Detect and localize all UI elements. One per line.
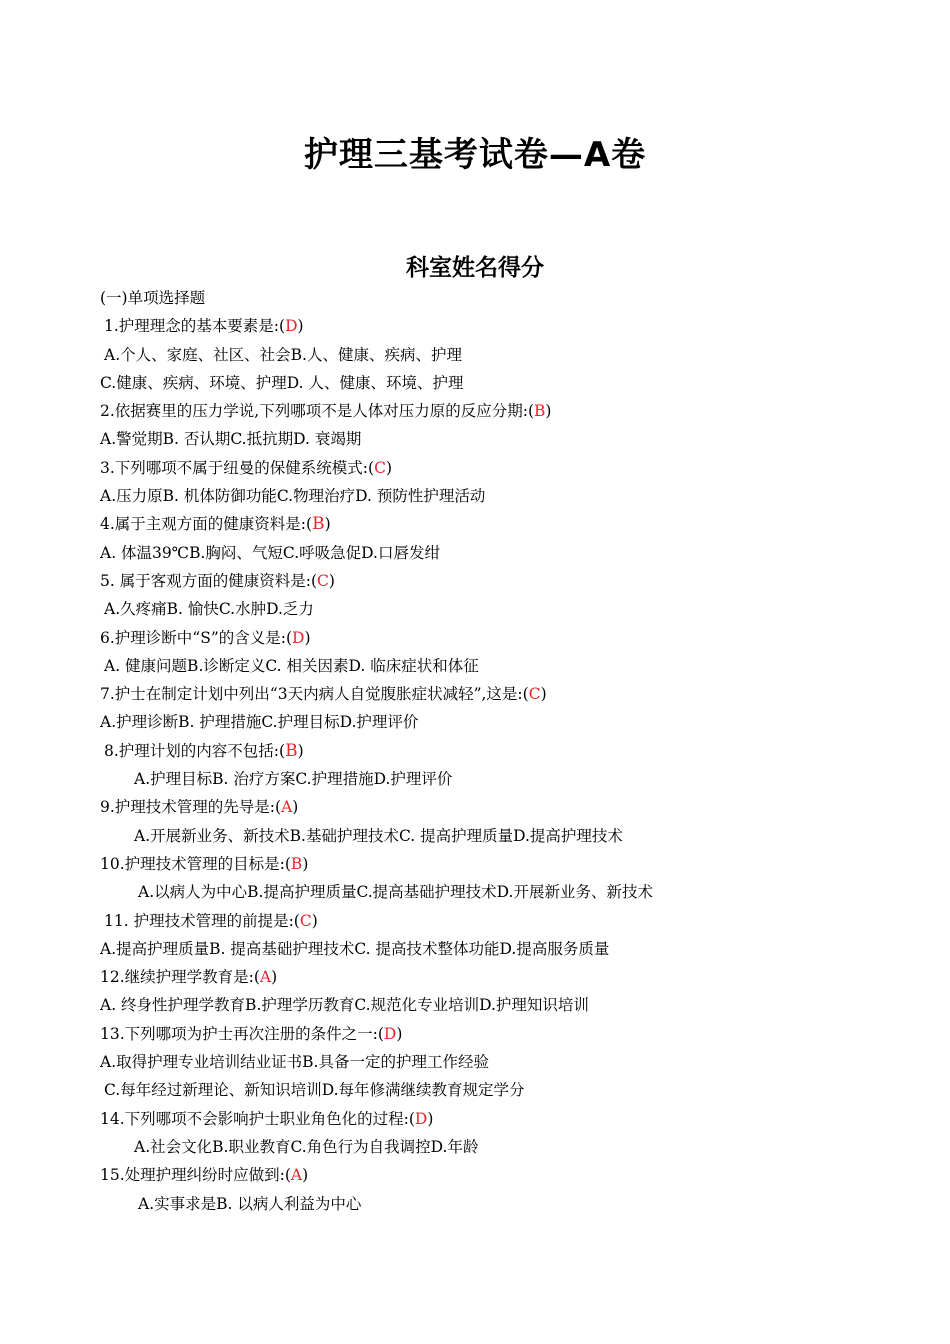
options-9: A.开展新业务、新技术B.基础护理技术C. 提高护理质量D.提高护理技术 bbox=[134, 826, 623, 845]
question-3: 3.下列哪项不属于纽曼的保健系统模式:(C) bbox=[100, 458, 392, 477]
answer-8: B bbox=[285, 740, 298, 761]
question-9: 9.护理技术管理的先导是:(A) bbox=[100, 798, 299, 817]
question-7: 7.护士在制定计划中列出“3天内病人自觉腹胀症状减轻”,这是:(C) bbox=[100, 685, 547, 704]
options-8: A.护理目标B. 治疗方案C.护理措施D.护理评价 bbox=[134, 770, 453, 789]
question-11: 11. 护理技术管理的前提是:(C) bbox=[104, 911, 318, 930]
options-6: A. 健康问题B.诊断定义C. 相关因素D. 临床症状和体征 bbox=[104, 656, 479, 675]
options-3: A.压力原B. 机体防御功能C.物理治疗D. 预防性护理活动 bbox=[100, 487, 486, 506]
options-13b: C.每年经过新理论、新知识培训D.每年修满继续教育规定学分 bbox=[104, 1081, 525, 1100]
options-1a: A.个人、家庭、社区、社会B.人、健康、疾病、护理 bbox=[104, 345, 462, 364]
question-10: 10.护理技术管理的目标是:(B) bbox=[100, 854, 309, 873]
question-12: 12.继续护理学教育是:(A) bbox=[100, 968, 278, 987]
question-6: 6.护理诊断中“S”的含义是:(D) bbox=[100, 628, 311, 647]
question-list bbox=[0, 284, 950, 1218]
answer-1: D bbox=[285, 317, 298, 336]
answer-3: C bbox=[374, 458, 386, 477]
answer-10: B bbox=[290, 854, 303, 873]
question-8: 8.护理计划的内容不包括:(B) bbox=[104, 740, 304, 761]
options-14: A.社会文化B.职业教育C.角色行为自我调控D.年龄 bbox=[134, 1137, 479, 1156]
options-12: A. 终身性护理学教育B.护理学历教育C.规范化专业培训D.护理知识培训 bbox=[100, 996, 589, 1015]
options-11: A.提高护理质量B. 提高基础护理技术C. 提高技术整体功能D.提高服务质量 bbox=[100, 939, 610, 958]
options-4: A. 体温39℃B.胸闷、气短C.呼吸急促D.口唇发绀 bbox=[100, 543, 440, 562]
question-13: 13.下列哪项为护士再次注册的条件之一:(D) bbox=[100, 1024, 403, 1043]
answer-11: C bbox=[299, 911, 312, 930]
answer-4: B bbox=[312, 514, 325, 535]
question-1: 1.护理理念的基本要素是:(D) bbox=[104, 317, 304, 336]
question-14: 14.下列哪项不会影响护士职业角色化的过程:(D) bbox=[100, 1109, 434, 1128]
question-2: 2.依据赛里的压力学说,下列哪项不是人体对压力原的反应分期:(B) bbox=[100, 402, 552, 421]
answer-2: B bbox=[534, 402, 546, 421]
question-15: 15.处理护理纠纷时应做到:(A) bbox=[100, 1166, 309, 1185]
options-7: A.护理诊断B. 护理措施C.护理目标D.护理评价 bbox=[100, 713, 419, 732]
options-15: A.实事求是B. 以病人利益为中心 bbox=[138, 1194, 362, 1213]
exam-subtitle: 科室姓名得分 bbox=[406, 255, 544, 281]
question-4: 4.属于主观方面的健康资料是:(B) bbox=[100, 514, 331, 535]
options-1b: C.健康、疾病、环境、护理D. 人、健康、环境、护理 bbox=[100, 373, 464, 392]
section-heading: (一)单项选择题 bbox=[100, 289, 206, 307]
answer-9: A bbox=[281, 798, 293, 817]
answer-13: D bbox=[383, 1024, 397, 1043]
answer-12: A bbox=[259, 968, 272, 987]
exam-title: 护理三基考试卷—A卷 bbox=[303, 135, 647, 175]
answer-15: A bbox=[290, 1166, 303, 1185]
options-10: A.以病人为中心B.提高护理质量C.提高基础护理技术D.开展新业务、新技术 bbox=[138, 883, 653, 902]
answer-14: D bbox=[414, 1109, 428, 1128]
answer-5: C bbox=[317, 571, 329, 590]
options-5: A.久疼痛B. 愉快C.水肿D.乏力 bbox=[104, 600, 314, 619]
options-13a: A.取得护理专业培训结业证书B.具备一定的护理工作经验 bbox=[100, 1053, 489, 1072]
answer-6: D bbox=[292, 628, 305, 647]
question-5: 5. 属于客观方面的健康资料是:(C) bbox=[100, 571, 335, 590]
answer-7: C bbox=[528, 685, 541, 704]
options-2: A.警觉期B. 否认期C.抵抗期D. 衰竭期 bbox=[100, 430, 362, 449]
